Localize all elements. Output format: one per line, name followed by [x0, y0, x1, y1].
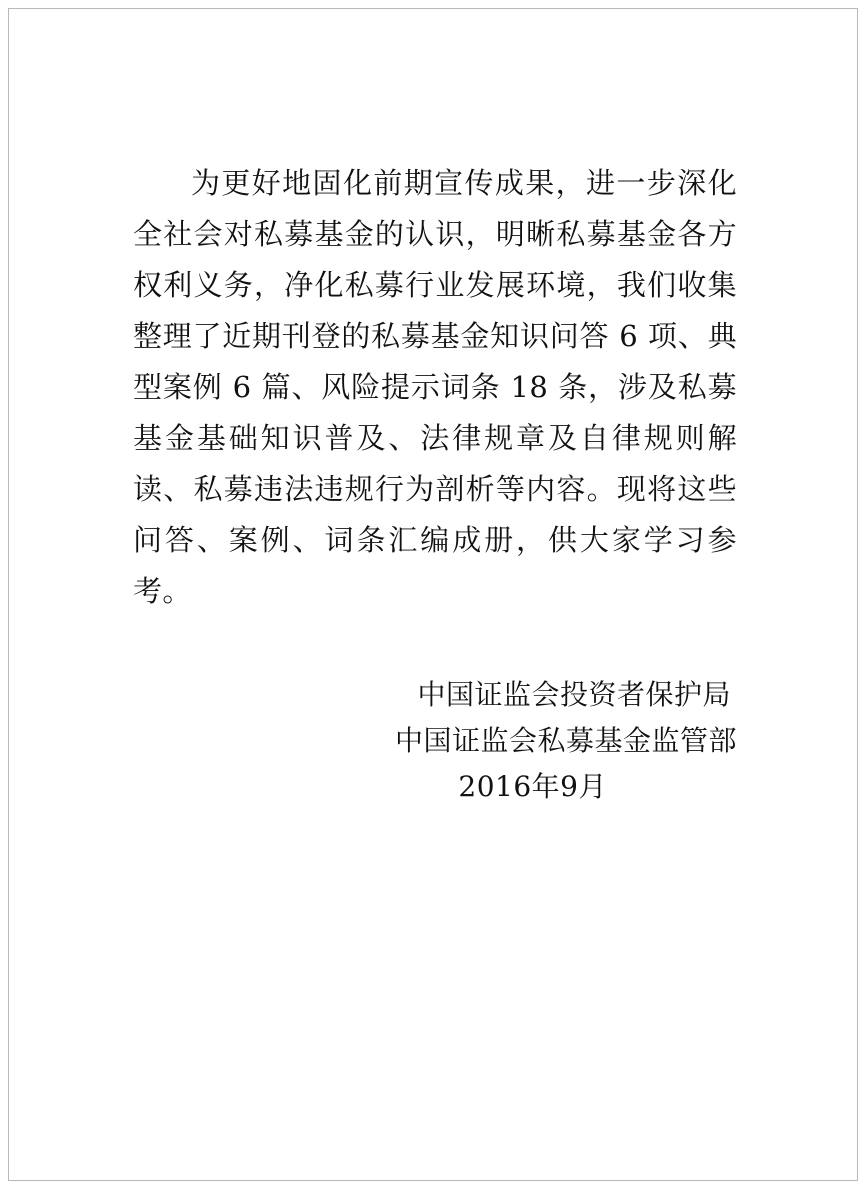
signature-organization-secondary: 中国证监会私募基金监管部 — [394, 724, 737, 757]
signature-organization-primary: 中国证监会投资者保护局 — [417, 678, 731, 711]
signature-block — [133, 672, 737, 810]
body-paragraph: 为更好地固化前期宣传成果，进一步深化全社会对私募基金的认识，明晰私募基金各方权利义务，净化私募行业发展环境，我们收集整理了近期刊登的私募基金知识问答 6 项、典型案例 6 篇、风险提示词条 18 条，涉及私募基金基础知识普及、法律规章及自律规则解读、私募违法违规行为剖析等内容。现将这些问答、案例、词条汇编成册，供大家学习参考。 — [133, 166, 737, 608]
body-text-block — [133, 158, 737, 617]
signature-date: 2016年9月 — [458, 770, 607, 803]
